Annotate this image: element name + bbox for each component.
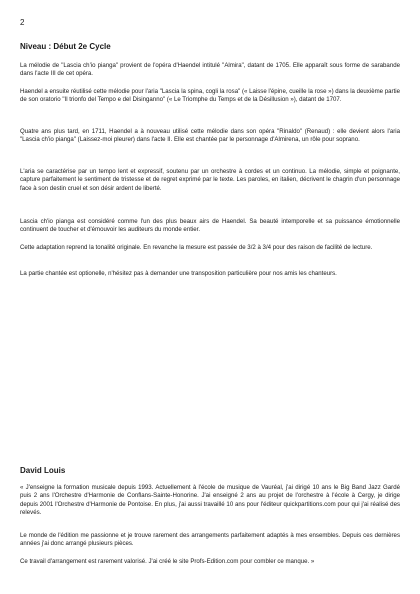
intro-paragraph: Lascia ch'io pianga est considéré comme l'un des plus beaux airs de Haendel. Sa beauté intemporelle et sa puissance émotionnelle continuent de toucher et d'émouvoir les auditeurs du monde entier. xyxy=(20,218,400,234)
intro-paragraph: Cette adaptation reprend la tonalité originale. En revanche la mesure est passée de 3/2 à 3/4 pour des raison de facilité de lecture. xyxy=(20,244,373,251)
author-paragraph: Le monde de l'édition me passionne et je trouve rarement des arrangements parfaitement adaptés à mes ensembles. Depuis ces dernières années j'ai donc arrangé plusieurs pièces. xyxy=(20,532,400,548)
intro-paragraph: La mélodie de "Lascia ch'io pianga" provient de l'opéra d'Haendel intitulé "Almira", datant de 1705. Elle apparaît sous forme de sarabande dans l'acte III de cet opéra. xyxy=(20,62,400,78)
author-paragraph: « J'enseigne la formation musicale depuis 1993. Actuellement à l'école de musique de Vauréal, j'ai dirigé 10 ans le Big Band Jazz Gardé puis 2 ans l'Orchestre d'Harmonie de Conflans-Sainte-Honorine. J'ai enseigné 2 ans au projet de l'orchestre à l'école à Cergy, je dirige depuis 2001 l'Orchestre d'Harmonie de Pontoise. En plus, j'ai aussi travaillé 10 ans pour l'éditeur quickpartitions.com pour qui j'ai réalisé des relevés. xyxy=(20,484,400,516)
author-heading: David Louis xyxy=(20,466,66,475)
author-paragraph: Ce travail d'arrangement est rarement valorisé. J'ai créé le site Profs-Edition.com pour combler ce manque. » xyxy=(20,558,315,565)
intro-paragraph: La partie chantée est optionelle, n'hésitez pas à demander une transposition particulière pour nos amis les chanteurs. xyxy=(20,270,337,277)
intro-paragraph: Quatre ans plus tard, en 1711, Haendel a à nouveau utilisé cette mélodie dans son opéra "Rinaldo" (Renaud) : elle devient alors l'aria "Lascia ch'io pianga" (Laissez-moi pleurer) dans l'acte II. Elle est chantée par le personnage d'Almirena, un rôle pour soprano. xyxy=(20,128,400,144)
niveau-heading: Niveau : Début 2e Cycle xyxy=(20,42,111,51)
intro-paragraph: L'aria se caractérise par un tempo lent et expressif, soutenu par un orchestre à cordes et un continuo. La mélodie, simple et poignante, capture parfaitement le sentiment de tristesse et de regret exprimé par le texte. Les paroles, en italien, décrivent le chagrin d'un personnage face à son destin cruel et son désir ardent de liberté. xyxy=(20,168,400,192)
page-number: 2 xyxy=(20,18,25,27)
intro-paragraph: Haendel a ensuite réutilisé cette mélodie pour l'aria "Lascia la spina, cogli la rosa" (« Laisse l'épine, cueille la rose ») dans la deuxième partie de son oratorio "Il trionfo del Tempo e del Disinganno" (« Le Triomphe du Temps et de la Désillusion »), datant de 1707. xyxy=(20,88,400,104)
